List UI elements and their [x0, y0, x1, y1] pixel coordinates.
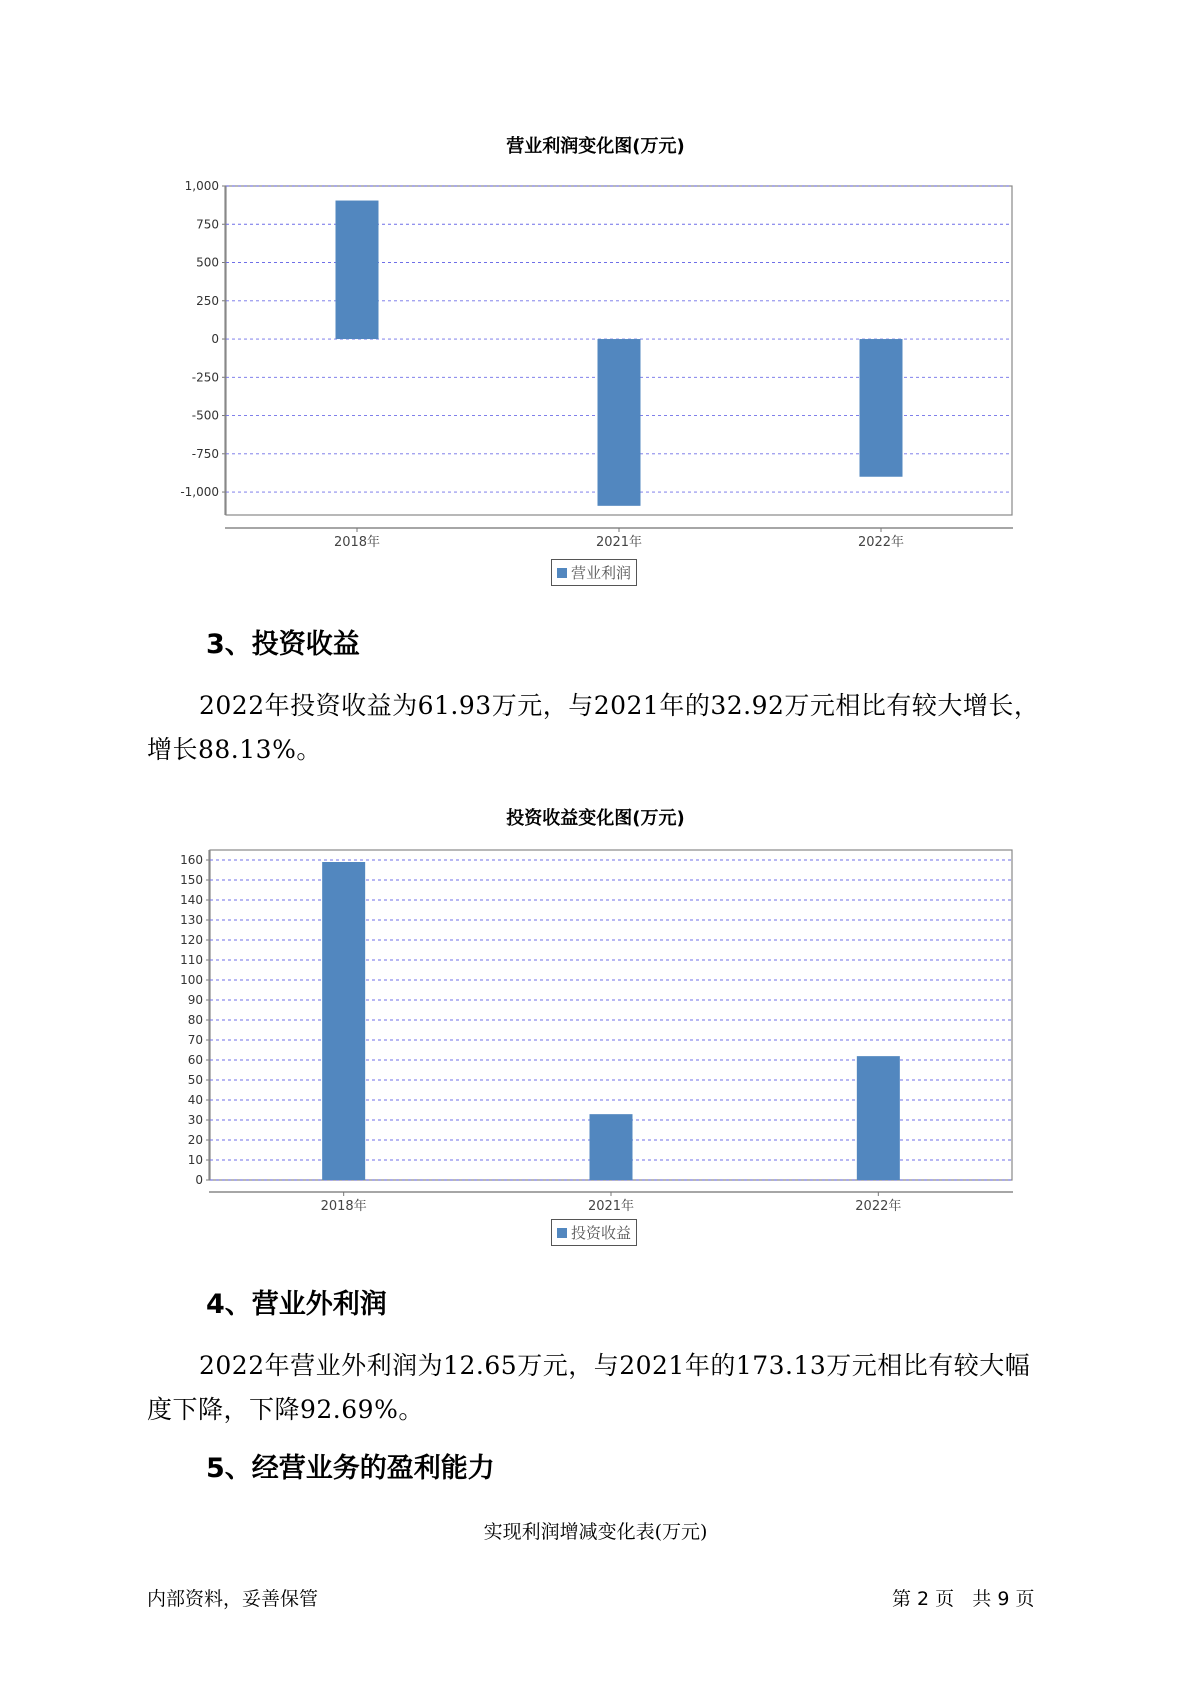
paragraph-line: 2022年投资收益为61.93万元，与2021年的32.92万元相比有较大增长，: [199, 691, 1040, 720]
y-tick-label: -250: [191, 370, 219, 385]
y-tick-label: 60: [187, 1053, 203, 1067]
x-tick-label: 2022年: [855, 1199, 902, 1214]
legend-label: 投资收益: [571, 1224, 632, 1242]
y-tick-label: 70: [187, 1033, 203, 1047]
section-heading-business-profitability: 5、经营业务的盈利能力: [206, 1453, 495, 1484]
y-tick-label: 80: [187, 1013, 203, 1027]
bar-1: [590, 1114, 633, 1180]
y-tick-label: 150: [180, 873, 203, 887]
y-tick-label: -750: [191, 446, 219, 461]
bar-2: [857, 1056, 900, 1180]
legend-swatch: [557, 1228, 567, 1238]
y-tick-label: 750: [196, 217, 219, 232]
table-caption: 实现利润增减变化表(万元): [483, 1521, 708, 1543]
bar-0: [322, 862, 365, 1180]
y-tick-label: 110: [180, 953, 203, 967]
x-tick-label: 2018年: [320, 1199, 367, 1214]
y-tick-label: -500: [191, 408, 219, 423]
x-tick-label: 2021年: [595, 535, 643, 550]
section-heading-non-operating-profit: 4、营业外利润: [206, 1289, 387, 1320]
y-tick-label: 500: [196, 255, 219, 270]
x-tick-label: 2018年: [333, 535, 381, 550]
paragraph-line: 增长88.13%。: [147, 735, 322, 764]
footer-confidential-note: 内部资料，妥善保管: [147, 1588, 319, 1610]
chart-title-operating-profit: 营业利润变化图(万元): [506, 136, 685, 157]
y-tick-label: -1,000: [180, 485, 219, 500]
y-tick-label: 1,000: [184, 179, 219, 193]
y-tick-label: 10: [187, 1153, 203, 1167]
y-tick-label: 30: [187, 1113, 203, 1127]
y-tick-label: 50: [187, 1073, 203, 1087]
y-tick-label: 160: [180, 853, 203, 867]
footer-page-number: 第 2 页 共 9 页: [892, 1588, 1035, 1610]
y-tick-label: 120: [180, 933, 203, 947]
paragraph-line: 度下降，下降92.69%。: [147, 1395, 424, 1424]
y-tick-label: 90: [187, 993, 203, 1007]
x-tick-label: 2021年: [587, 1199, 635, 1214]
x-tick-label: 2022年: [857, 535, 905, 550]
y-tick-label: 140: [180, 893, 203, 907]
y-tick-label: 130: [180, 913, 203, 927]
y-tick-label: 250: [196, 293, 219, 308]
y-tick-label: 0: [211, 332, 219, 347]
legend-label: 营业利润: [571, 564, 632, 582]
y-tick-label: 0: [195, 1173, 203, 1187]
y-tick-label: 20: [187, 1133, 203, 1147]
chart-legend-investment-income: [551, 1219, 637, 1246]
y-tick-label: 100: [180, 973, 203, 987]
y-tick-label: 40: [187, 1093, 203, 1107]
chart-title-investment-income: 投资收益变化图(万元): [506, 808, 685, 829]
paragraph-non-operating-profit: [147, 1344, 1057, 1432]
paragraph-line: 2022年营业外利润为12.65万元，与2021年的173.13万元相比有较大幅: [199, 1351, 1031, 1380]
section-heading-investment-income: 3、投资收益: [206, 629, 360, 660]
